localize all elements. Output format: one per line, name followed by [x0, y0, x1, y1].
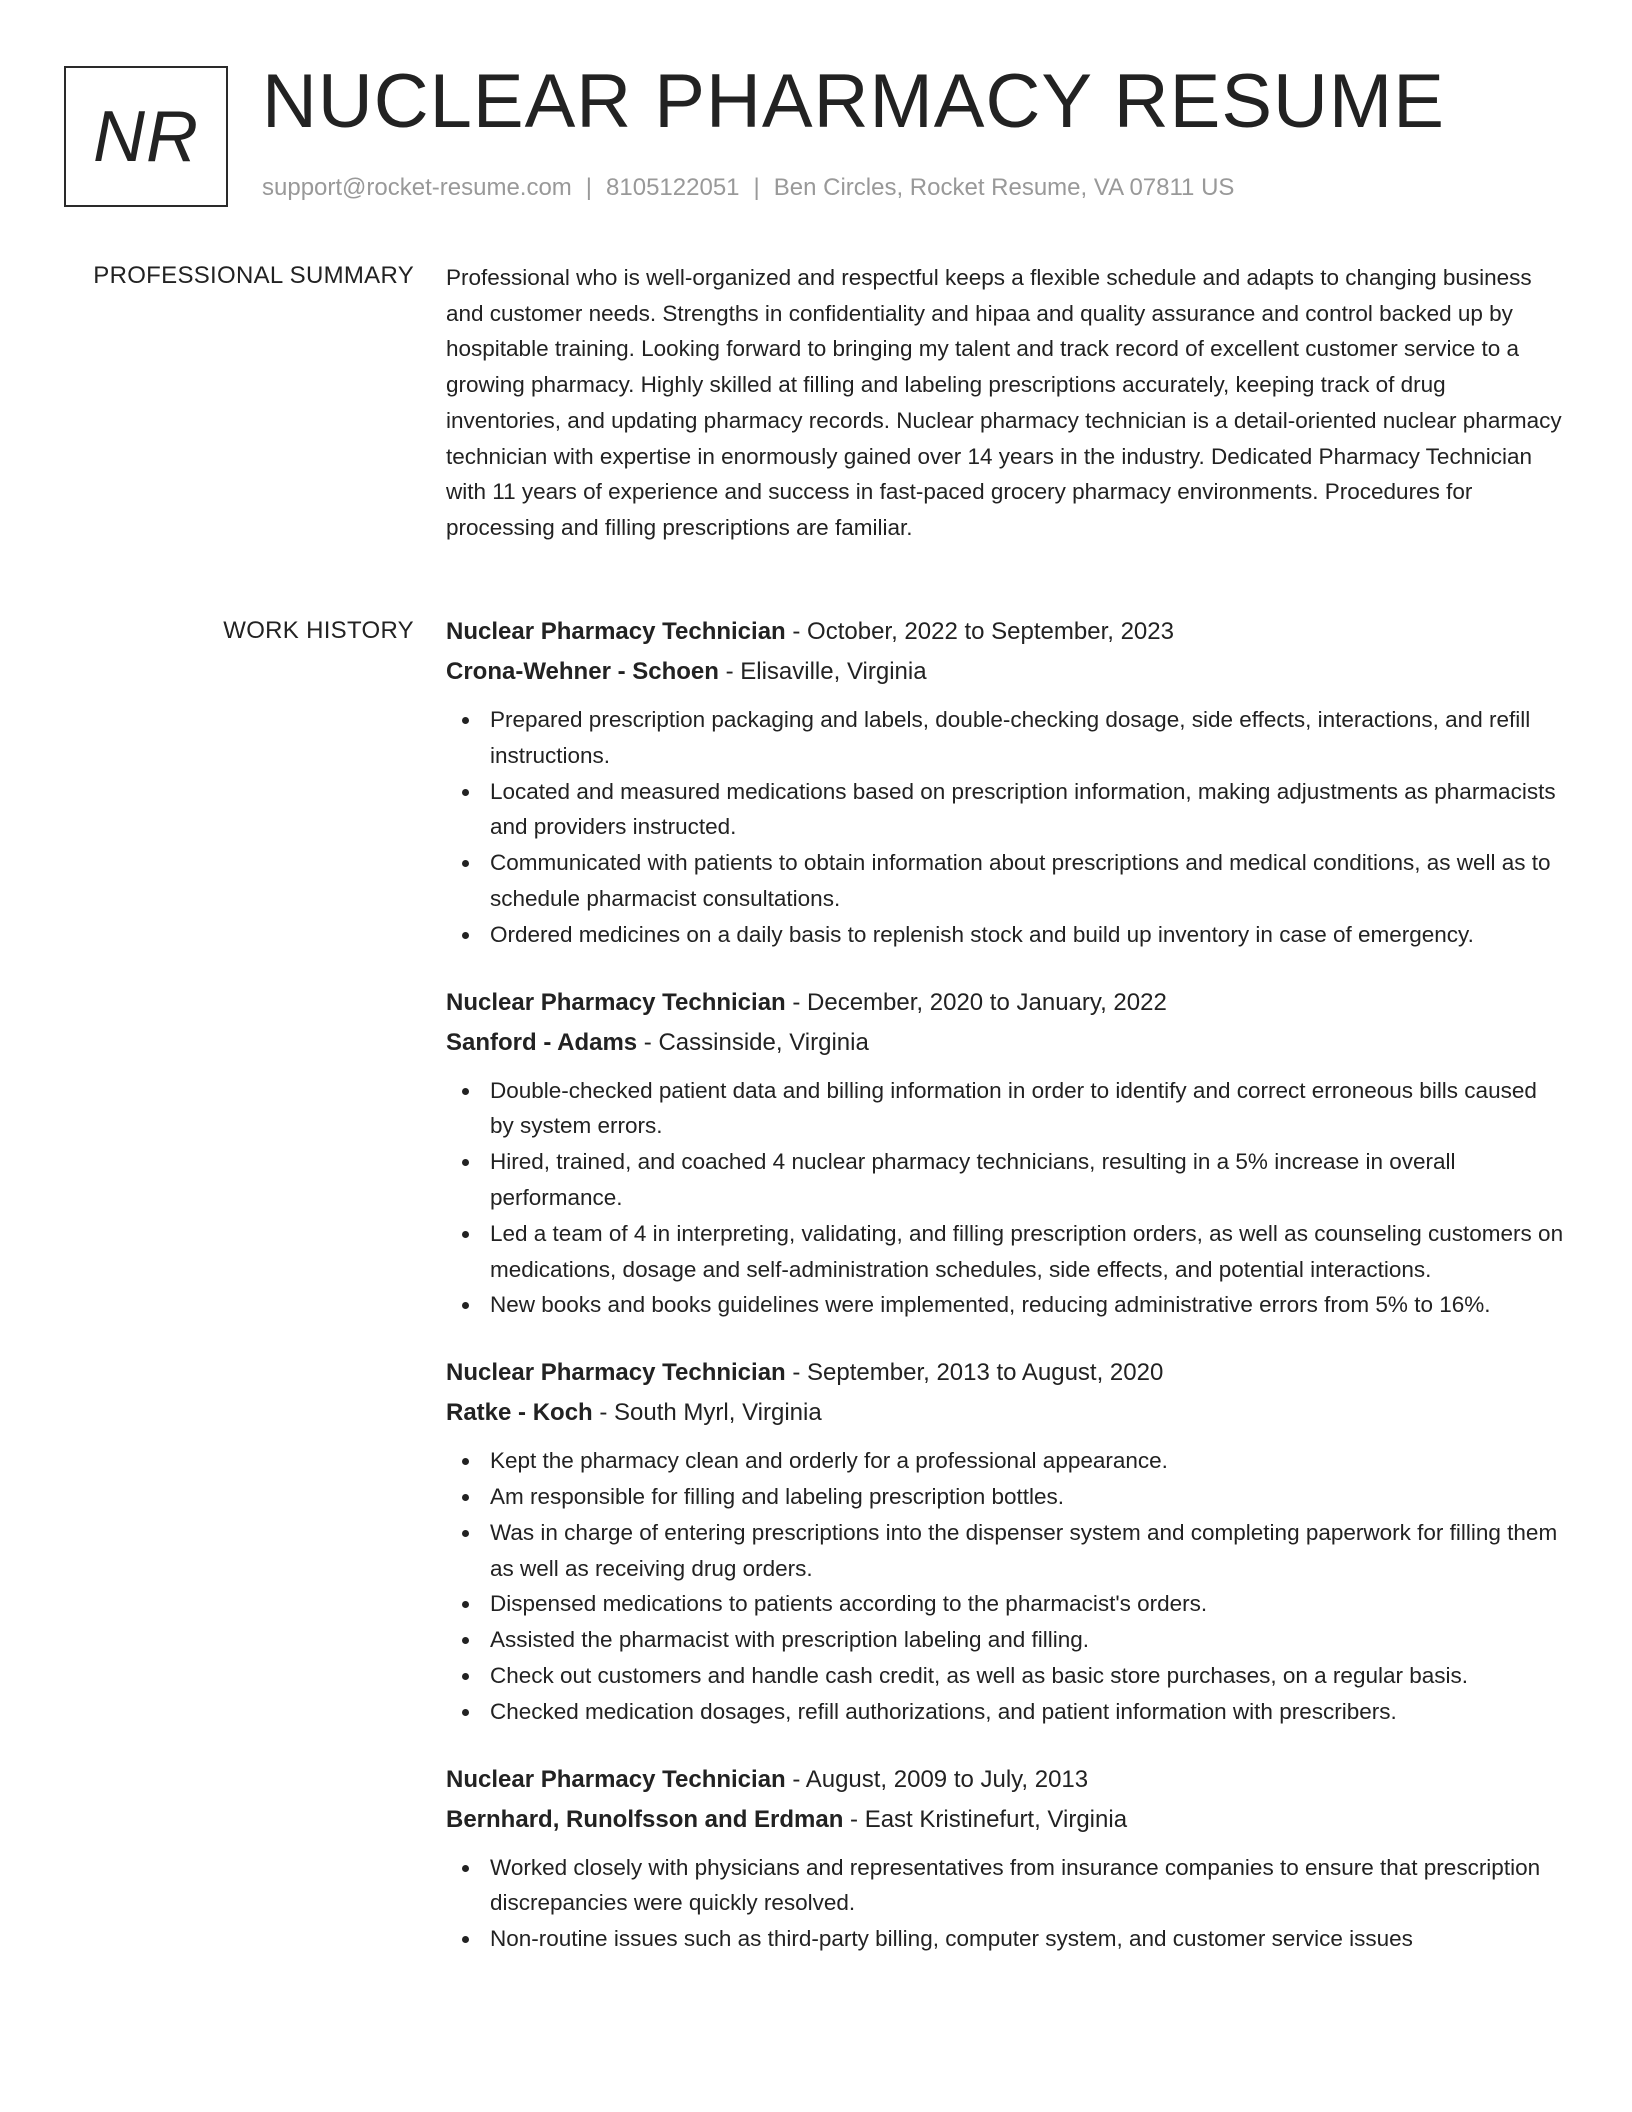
job-title-line	[446, 1353, 1566, 1393]
job-bullet: Dispensed medications to patients according to the pharmacist's orders.	[446, 1586, 1566, 1622]
job-bullet: Communicated with patients to obtain information about prescriptions and medical conditions, as well as to schedule pharmacist consultations.	[446, 845, 1566, 917]
job-company-line	[446, 652, 1566, 692]
job-title: Nuclear Pharmacy Technician	[446, 618, 786, 645]
job-bullet-list	[446, 702, 1566, 953]
contact-separator: |	[753, 174, 760, 201]
job-entry	[446, 612, 1566, 953]
contact-address: Ben Circles, Rocket Resume, VA 07811 US	[773, 174, 1235, 201]
job-bullet-list	[446, 1443, 1566, 1729]
job-company-line	[446, 1800, 1566, 1840]
job-bullet: Led a team of 4 in interpreting, validating, and filling prescription orders, as well as counseling customers on medications, dosage and self-administration schedules, side effects, and potential interactions.	[446, 1216, 1566, 1288]
job-bullet: Kept the pharmacy clean and orderly for a professional appearance.	[446, 1443, 1566, 1479]
job-location: - South Myrl, Virginia	[592, 1399, 822, 1427]
job-location: - Cassinside, Virginia	[637, 1028, 869, 1056]
job-location: - Elisaville, Virginia	[718, 658, 927, 685]
job-bullet: Ordered medicines on a daily basis to replenish stock and build up inventory in case of emergency.	[446, 917, 1566, 953]
job-location: - East Kristinefurt, Virginia	[843, 1805, 1128, 1833]
contact-email[interactable]: support@rocket-resume.com	[262, 174, 572, 201]
job-title: Nuclear Pharmacy Technician	[446, 1765, 786, 1793]
section-label-summary: PROFESSIONAL SUMMARY	[93, 262, 414, 289]
job-bullet: Double-checked patient data and billing information in order to identify and correct erroneous bills caused by system errors.	[446, 1073, 1566, 1145]
job-company: Bernhard, Runolfsson and Erdman	[446, 1805, 844, 1833]
job-bullet: Non-routine issues such as third-party billing, computer system, and customer service issues	[446, 1921, 1566, 1957]
work-history-body	[446, 612, 1566, 1987]
job-company-line	[446, 1393, 1566, 1433]
job-bullet: New books and books guidelines were implemented, reducing administrative errors from 5% to 16%.	[446, 1287, 1566, 1323]
section-label-work-history: WORK HISTORY	[223, 617, 414, 644]
job-company: Crona-Wehner - Schoen	[446, 658, 719, 685]
contact-phone[interactable]: 8105122051	[606, 174, 740, 201]
job-entry	[446, 1760, 1566, 1957]
job-dates: - September, 2013 to August, 2020	[785, 1359, 1164, 1387]
summary-body	[446, 260, 1566, 546]
job-bullet: Hired, trained, and coached 4 nuclear pharmacy technicians, resulting in a 5% increase in overall performance.	[446, 1144, 1566, 1216]
job-company: Sanford - Adams	[446, 1028, 638, 1056]
job-dates: - October, 2022 to September, 2023	[785, 618, 1174, 645]
job-bullet: Checked medication dosages, refill authorizations, and patient information with prescribers.	[446, 1694, 1566, 1730]
job-company: Ratke - Koch	[446, 1399, 593, 1427]
job-dates: - December, 2020 to January, 2022	[785, 988, 1167, 1016]
job-dates: - August, 2009 to July, 2013	[785, 1765, 1089, 1793]
job-bullet: Worked closely with physicians and representatives from insurance companies to ensure that prescription discrepancies were quickly resolved.	[446, 1850, 1566, 1922]
summary-text: Professional who is well-organized and respectful keeps a flexible schedule and adapts to changing business and customer needs. Strengths in confidentiality and hipaa and quality assurance and control backed up by hospitable training. Looking forward to bringing my talent and track record of excellent customer service to a growing pharmacy. Highly skilled at filling and labeling prescriptions accurately, keeping track of drug inventories, and updating pharmacy records. Nuclear pharmacy technician is a detail-oriented nuclear pharmacy technician with expertise in enormously gained over 14 years in the industry. Dedicated Pharmacy Technician with 11 years of experience and success in fast-paced grocery pharmacy environments. Procedures for processing and filling prescriptions are familiar.	[446, 265, 1562, 540]
job-bullet: Located and measured medications based on prescription information, making adjustments as pharmacists and providers instructed.	[446, 774, 1566, 846]
job-bullet: Am responsible for filling and labeling prescription bottles.	[446, 1479, 1566, 1515]
job-bullet-list	[446, 1850, 1566, 1957]
job-company-line	[446, 1023, 1566, 1063]
job-entry	[446, 983, 1566, 1324]
monogram-logo	[64, 66, 228, 207]
job-bullet-list	[446, 1073, 1566, 1324]
contact-line	[262, 174, 1234, 202]
job-title-line	[446, 983, 1566, 1023]
job-title: Nuclear Pharmacy Technician	[446, 988, 786, 1016]
resume-title: NUCLEAR PHARMACY RESUME	[262, 59, 1445, 144]
contact-separator: |	[585, 174, 593, 201]
job-bullet: Prepared prescription packaging and labels, double-checking dosage, side effects, interactions, and refill instructions.	[446, 702, 1566, 774]
monogram-initials: NR	[93, 96, 199, 177]
job-title-line	[446, 612, 1566, 652]
job-title-line	[446, 1760, 1566, 1800]
job-bullet: Check out customers and handle cash credit, as well as basic store purchases, on a regular basis.	[446, 1658, 1566, 1694]
job-title: Nuclear Pharmacy Technician	[446, 1359, 786, 1387]
job-entry	[446, 1353, 1566, 1729]
job-bullet: Was in charge of entering prescriptions into the dispenser system and completing paperwork for filling them as well as receiving drug orders.	[446, 1515, 1566, 1587]
job-bullet: Assisted the pharmacist with prescription labeling and filling.	[446, 1622, 1566, 1658]
